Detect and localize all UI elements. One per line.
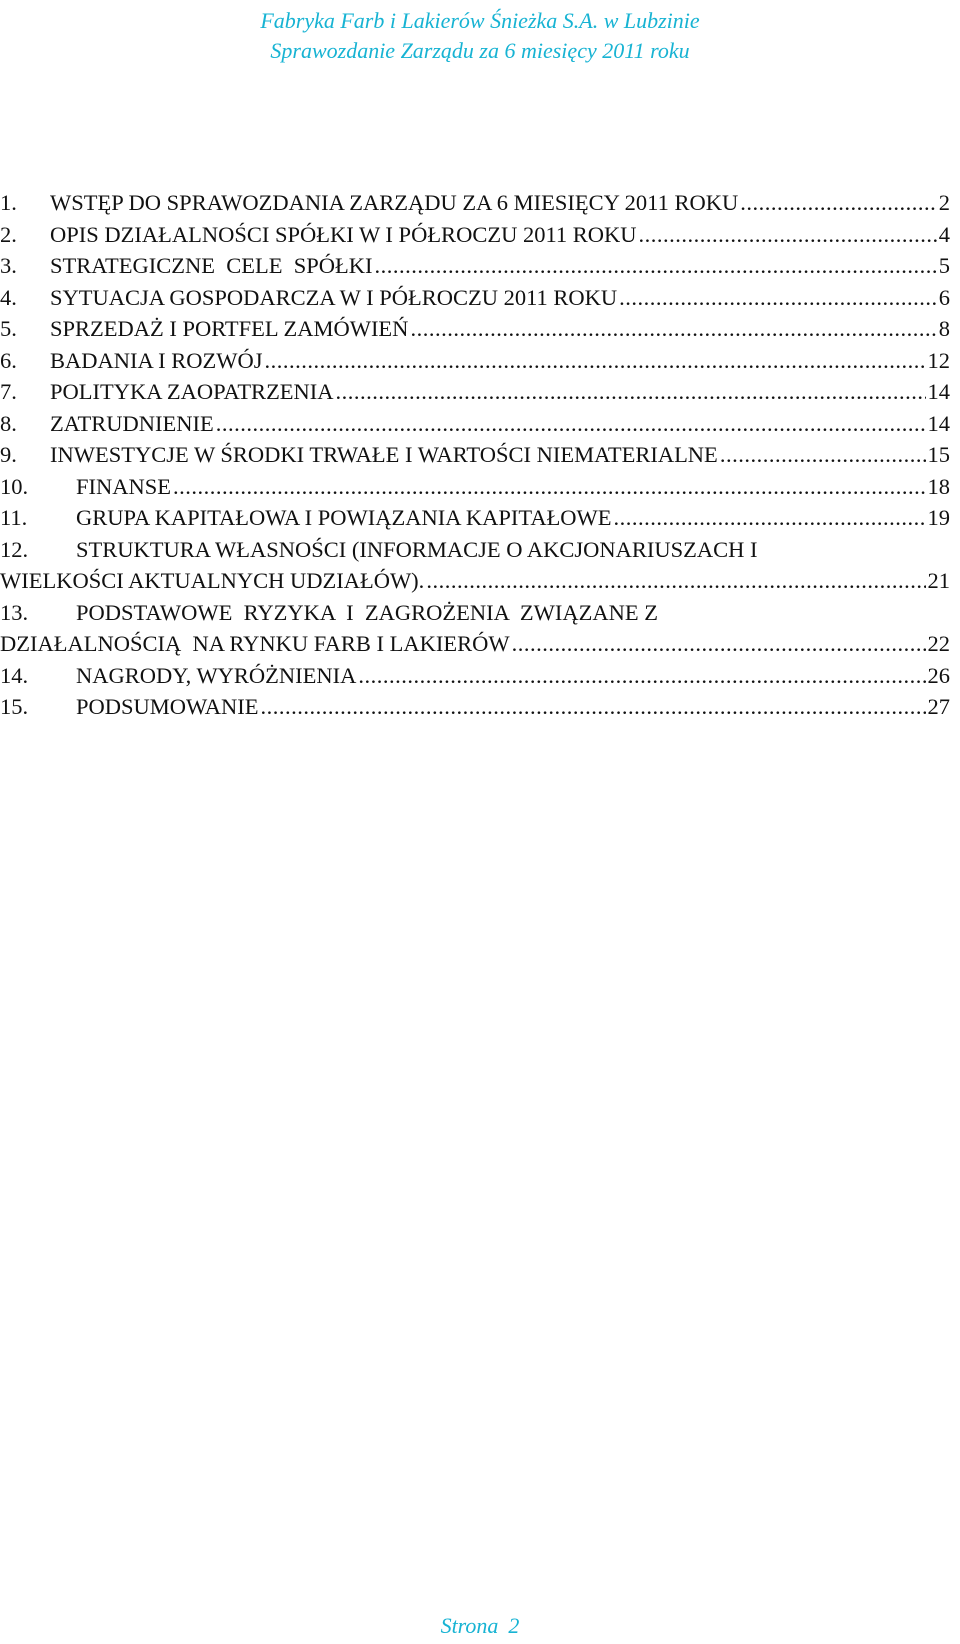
toc-number: 2. — [0, 221, 17, 247]
toc-number: 4. — [0, 284, 17, 310]
toc-entry-9[interactable] — [0, 439, 950, 471]
toc-page-number: 21 — [927, 568, 950, 593]
toc-entry-14[interactable] — [0, 660, 950, 692]
footer-page-number: 2 — [508, 1613, 520, 1638]
toc-entry-4[interactable] — [0, 282, 950, 314]
toc-page-number: 12 — [927, 347, 950, 373]
toc-entry-13[interactable] — [0, 597, 950, 660]
toc-page-number: 27 — [927, 694, 950, 719]
toc-page-number: 8 — [938, 316, 950, 341]
toc-entry-10[interactable] — [0, 471, 950, 503]
toc-number: 12. — [0, 536, 29, 562]
dot-leader — [426, 565, 925, 597]
toc-page-number: 5 — [938, 253, 950, 278]
toc-page-number: 2 — [938, 190, 950, 215]
dot-leader — [261, 691, 926, 723]
toc-title-continued: WIELKOŚCI AKTUALNYCH UDZIAŁÓW). — [0, 568, 425, 593]
toc-entry-5[interactable] — [0, 313, 950, 345]
dot-leader — [216, 408, 926, 440]
toc-title: OPIS DZIAŁALNOŚCI SPÓŁKI W I PÓŁROCZU 2011 ROKU — [50, 221, 637, 247]
dot-leader — [336, 376, 926, 408]
toc-title: WSTĘP DO SPRAWOZDANIA ZARZĄDU ZA 6 MIESIĘCY 2011 ROKU — [50, 190, 739, 215]
toc-entry-3[interactable] — [0, 250, 950, 282]
dot-leader — [720, 439, 926, 471]
toc-title: PODSTAWOWE RYZYKA I ZAGROŻENIA ZWIĄZANE Z — [76, 599, 658, 625]
toc-number: 11. — [0, 505, 28, 530]
toc-page-number: 14 — [927, 379, 950, 404]
toc-title-continued: DZIAŁALNOŚCIĄ NA RYNKU FARB I LAKIERÓW — [0, 631, 510, 656]
dot-leader — [265, 345, 926, 377]
toc-title: NAGRODY, WYRÓŻNIENIA — [76, 662, 357, 688]
toc-number: 13. — [0, 599, 29, 625]
toc-page-number: 18 — [927, 473, 950, 499]
toc-page-number: 14 — [927, 410, 950, 436]
toc-entry-1[interactable] — [0, 187, 950, 219]
toc-entry-6[interactable] — [0, 345, 950, 377]
toc-title: SYTUACJA GOSPODARCZA W I PÓŁROCZU 2011 ROKU — [50, 284, 618, 310]
toc-title: STRATEGICZNE CELE SPÓŁKI — [50, 253, 373, 278]
toc-entry-7[interactable] — [0, 376, 950, 408]
toc-number: 8. — [0, 410, 17, 436]
dot-leader — [358, 660, 925, 692]
toc-number: 5. — [0, 316, 17, 341]
dot-leader — [173, 471, 925, 503]
toc-number: 9. — [0, 442, 17, 467]
toc-entry-8[interactable] — [0, 408, 950, 440]
toc-number: 15. — [0, 694, 29, 719]
toc-title: INWESTYCJE W ŚRODKI TRWAŁE I WARTOŚCI NIEMATERIALNE — [50, 442, 718, 467]
toc-title: FINANSE — [76, 473, 172, 499]
toc-page-number: 4 — [938, 221, 950, 247]
toc-entry-2[interactable] — [0, 219, 950, 251]
toc-entry-12[interactable] — [0, 534, 950, 597]
table-of-contents — [0, 187, 950, 723]
toc-title: SPRZEDAŻ I PORTFEL ZAMÓWIEŃ — [50, 316, 409, 341]
toc-number: 3. — [0, 253, 17, 278]
dot-leader — [512, 628, 926, 660]
page-label: Strona — [440, 1613, 499, 1638]
company-name: Fabryka Farb i Lakierów Śnieżka S.A. w Lubzinie — [260, 8, 700, 33]
toc-page-number: 26 — [927, 662, 950, 688]
page-header — [0, 6, 960, 66]
toc-title: STRUKTURA WŁASNOŚCI (INFORMACJE O AKCJONARIUSZACH I — [76, 536, 758, 562]
toc-number: 6. — [0, 347, 17, 373]
toc-page-number: 19 — [927, 505, 950, 530]
toc-page-number: 22 — [927, 631, 950, 656]
page-footer — [0, 1612, 960, 1640]
toc-title: ZATRUDNIENIE — [50, 410, 214, 436]
toc-entry-15[interactable] — [0, 691, 950, 723]
toc-title: GRUPA KAPITAŁOWA I POWIĄZANIA KAPITAŁOWE — [76, 505, 612, 530]
dot-leader — [619, 282, 937, 314]
dot-leader — [410, 313, 936, 345]
toc-title: POLITYKA ZAOPATRZENIA — [50, 379, 334, 404]
toc-entry-11[interactable] — [0, 502, 950, 534]
toc-number: 1. — [0, 190, 17, 215]
toc-title: BADANIA I ROZWÓJ — [50, 347, 263, 373]
dot-leader — [740, 187, 937, 219]
toc-title: PODSUMOWANIE — [76, 694, 259, 719]
toc-number: 10. — [0, 473, 29, 499]
dot-leader — [375, 250, 937, 282]
toc-number: 7. — [0, 379, 17, 404]
dot-leader — [614, 502, 926, 534]
report-title: Sprawozdanie Zarządu za 6 miesięcy 2011 roku — [270, 38, 690, 63]
toc-page-number: 15 — [927, 442, 950, 467]
dot-leader — [638, 219, 936, 251]
toc-number: 14. — [0, 662, 29, 688]
toc-page-number: 6 — [938, 284, 950, 310]
